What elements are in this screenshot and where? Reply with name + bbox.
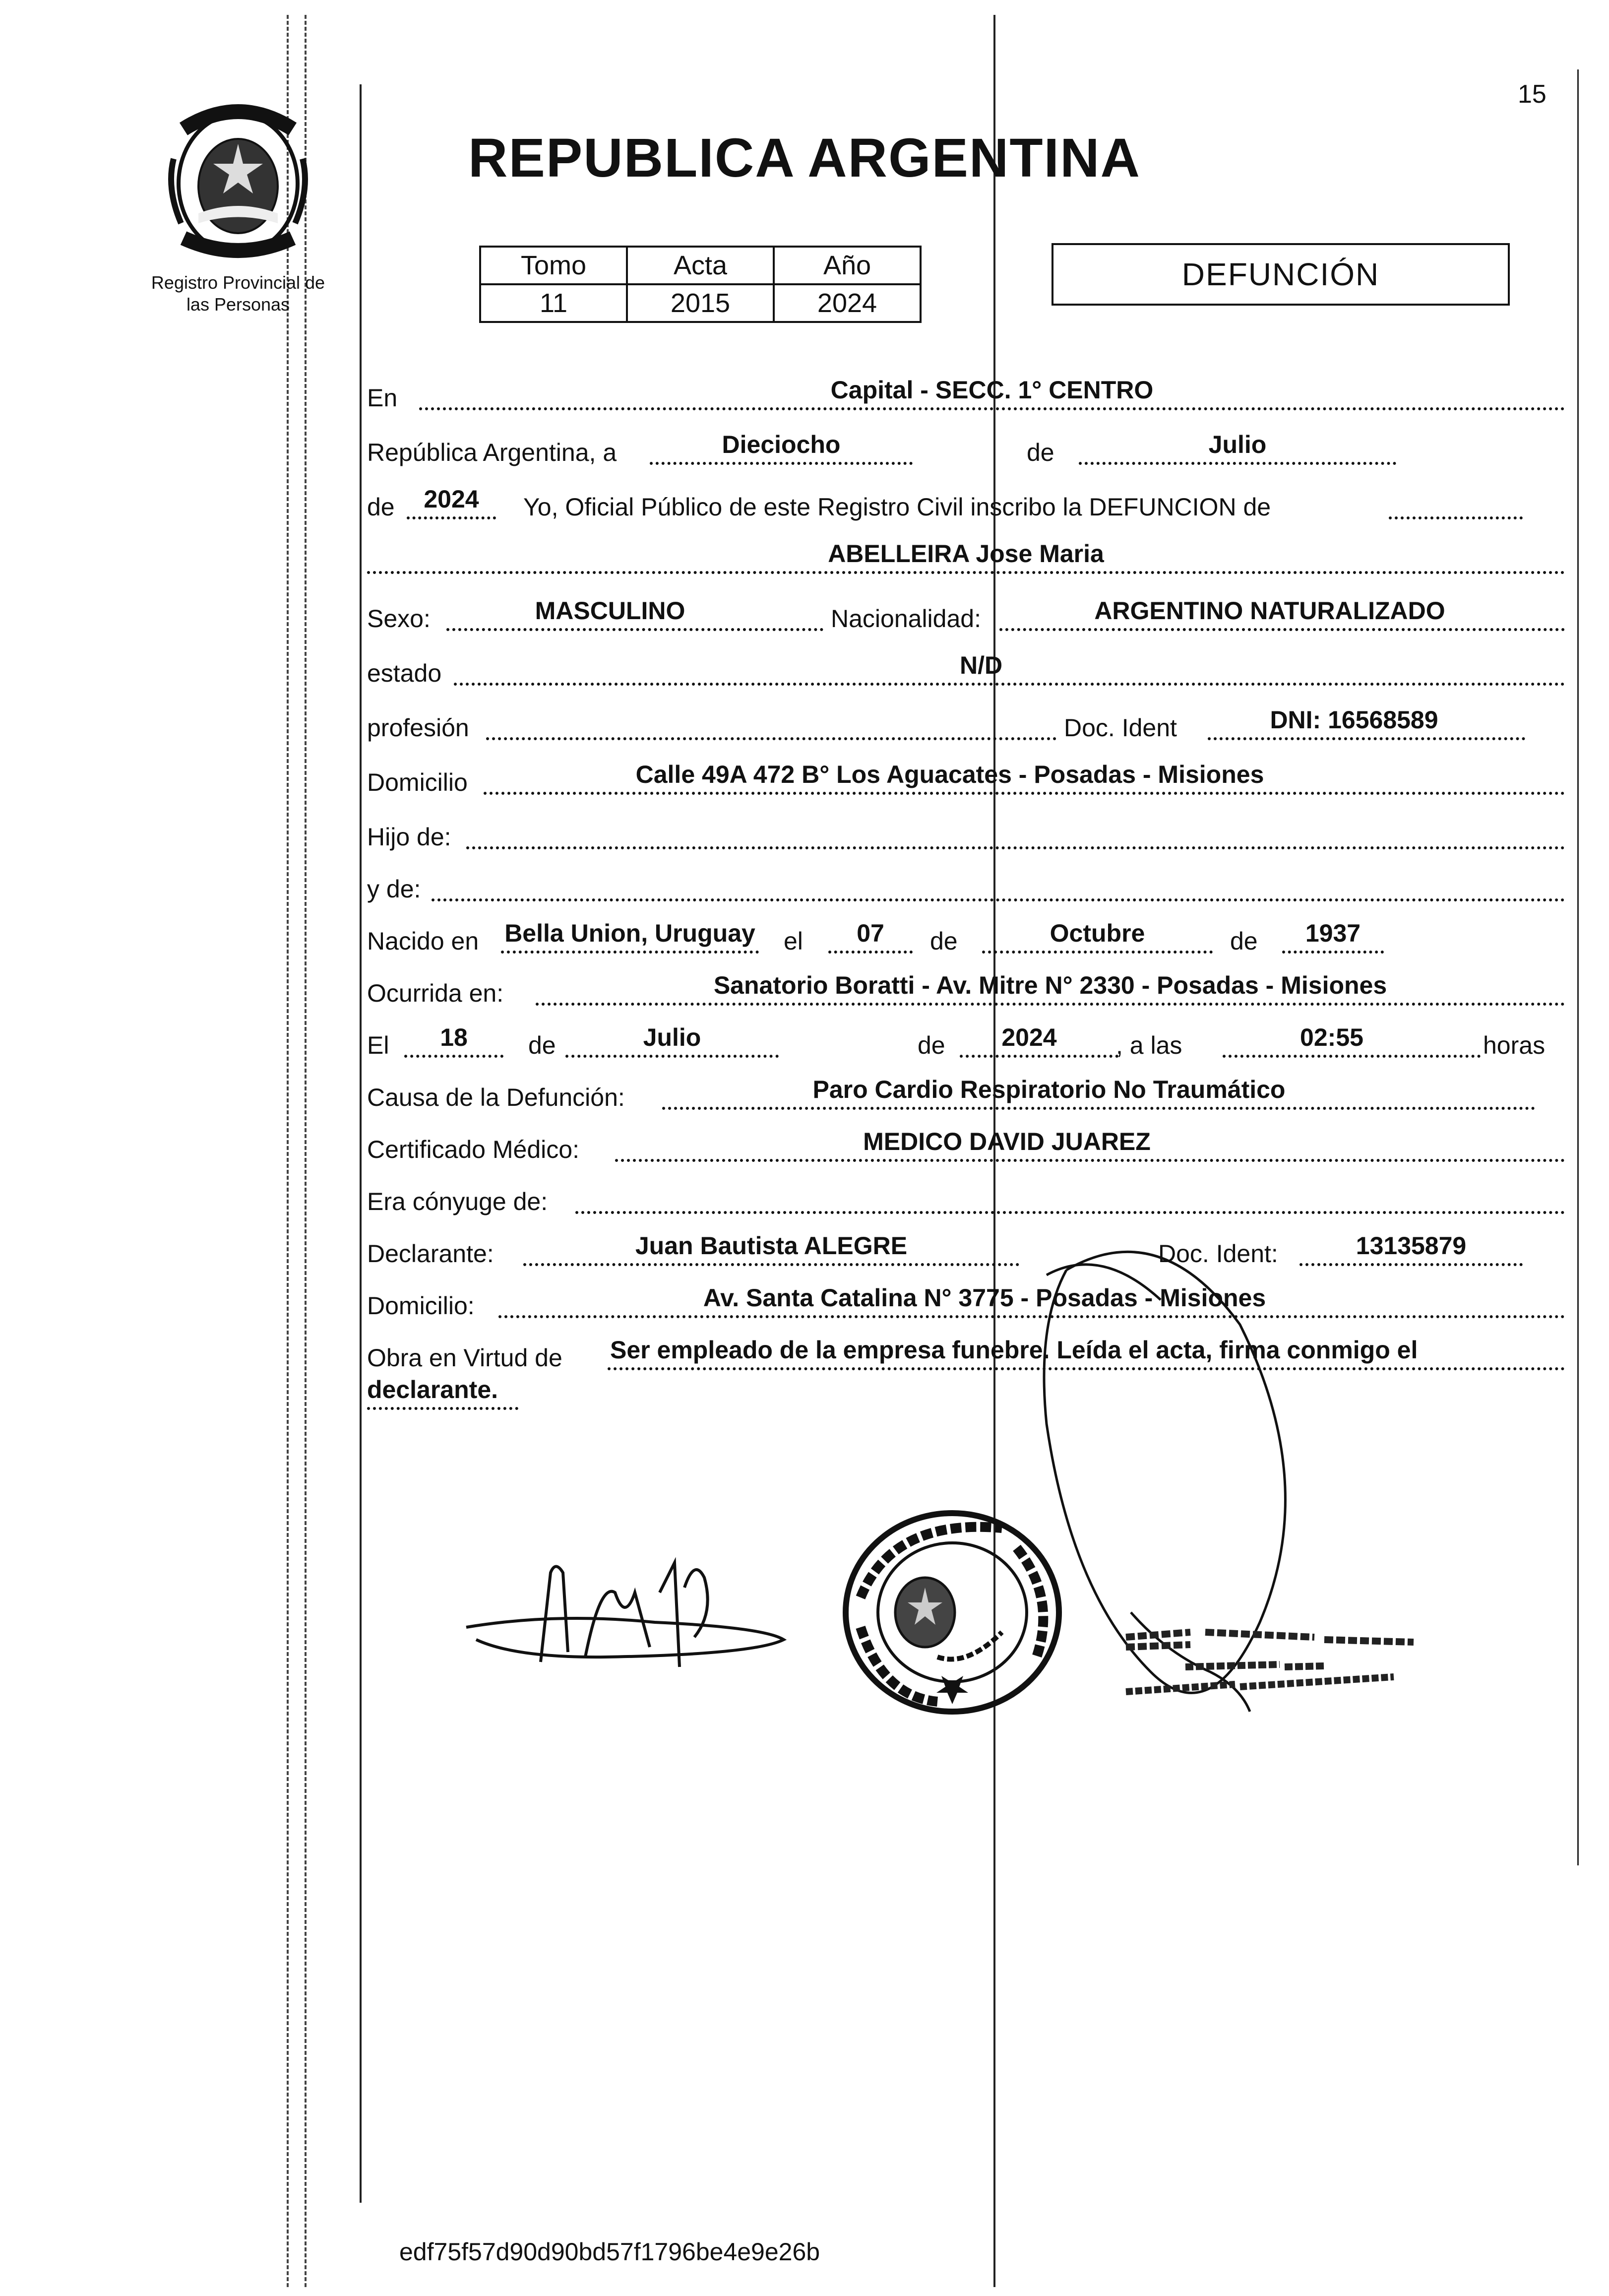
- de1-label: de: [1027, 439, 1054, 466]
- row-en: [367, 375, 1567, 419]
- logo-caption-line2: las Personas: [186, 294, 290, 315]
- el-label: el: [784, 927, 803, 955]
- decl-doc-label: Doc. Ident:: [1158, 1240, 1278, 1268]
- row-y-de: [367, 866, 1567, 910]
- nacido-value: Bella Union, Uruguay: [504, 919, 755, 947]
- declarante-value: Juan Bautista ALEGRE: [635, 1232, 908, 1260]
- page-number: 15: [1518, 80, 1547, 109]
- profesion-label: profesión: [367, 714, 469, 742]
- document-hash: edf75f57d90d90bd57f1796be4e9e26b: [399, 2238, 820, 2266]
- record-table: [479, 246, 922, 323]
- nacionalidad-value: ARGENTINO NATURALIZADO: [1094, 597, 1445, 625]
- en-label: En: [367, 384, 398, 412]
- def-de2-label: de: [918, 1031, 945, 1059]
- row-conyuge: [367, 1178, 1567, 1223]
- docident-value: DNI: 16568589: [1270, 706, 1438, 734]
- de2-label: de: [367, 493, 395, 521]
- sexo-value: MASCULINO: [535, 597, 685, 625]
- conyuge-label: Era cónyuge de:: [367, 1188, 548, 1215]
- estado-value: N/D: [960, 651, 1003, 679]
- nac-de2-label: de: [1230, 927, 1258, 955]
- el2-label: El: [367, 1031, 389, 1059]
- estado-label: estado: [367, 659, 442, 687]
- row-sexo-nacionalidad: [367, 595, 1567, 640]
- row-causa: [367, 1074, 1567, 1119]
- hora-value: 02:55: [1300, 1023, 1363, 1051]
- page-title: REPUBLICA ARGENTINA: [468, 128, 1141, 189]
- horas-label: horas: [1483, 1031, 1546, 1059]
- record-value-acta: 2015: [627, 284, 774, 322]
- yo-tail-line: [1389, 477, 1523, 519]
- certificado-value: MEDICO DAVID JUAREZ: [863, 1128, 1151, 1155]
- nacionalidad-label: Nacionalidad:: [831, 605, 981, 633]
- decl-domicilio-label: Domicilio:: [367, 1292, 475, 1320]
- logo-caption-line1: Registro Provincial de: [151, 272, 325, 293]
- domicilio-value: Calle 49A 472 B° Los Aguacates - Posadas - Misiones: [635, 761, 1264, 788]
- obra-value: Ser empleado de la empresa funebre. Leída el acta, firma conmigo el: [610, 1336, 1418, 1364]
- causa-label: Causa de la Defunción:: [367, 1084, 625, 1111]
- left-margin-rule: [360, 84, 362, 2203]
- record-header-anio: Año: [774, 247, 921, 284]
- ocurrida-value: Sanatorio Boratti - Av. Mitre N° 2330 - Posadas - Misiones: [713, 971, 1387, 999]
- declarant-signature: [456, 1553, 804, 1702]
- dia-value: Dieciocho: [722, 431, 841, 458]
- row-domicilio: [367, 759, 1567, 804]
- yde-label: y de:: [367, 875, 421, 903]
- estado-field-line: [454, 643, 1565, 686]
- record-table-value-row: [480, 284, 921, 322]
- record-header-acta: Acta: [627, 247, 774, 284]
- row-declarante: [367, 1230, 1567, 1275]
- record-value-tomo: 11: [480, 284, 627, 322]
- def-mes-value: Julio: [643, 1023, 701, 1051]
- row-nacimiento: [367, 918, 1567, 962]
- sexo-label: Sexo:: [367, 605, 431, 633]
- hijo-label: Hijo de:: [367, 823, 451, 851]
- row-obra: [367, 1335, 1567, 1379]
- record-header-tomo: Tomo: [480, 247, 627, 284]
- nac-de1-label: de: [930, 927, 958, 955]
- alas-label: , a las: [1116, 1031, 1182, 1059]
- row-hijo-de: [367, 814, 1567, 858]
- def-anio-value: 2024: [1001, 1023, 1057, 1051]
- right-margin-rule: [1577, 69, 1579, 1865]
- row-fecha-inscripcion: [367, 429, 1567, 474]
- declarante-label: Declarante:: [367, 1240, 494, 1268]
- nac-mes-value: Octubre: [1050, 919, 1145, 947]
- row-decl-domicilio: [367, 1282, 1567, 1327]
- yde-field-line: [432, 859, 1565, 901]
- officer-name-stamp: [1116, 1617, 1423, 1717]
- document-type-box: DEFUNCIÓN: [1052, 243, 1510, 306]
- binding-dash-left: [287, 15, 289, 2287]
- mes-value: Julio: [1208, 431, 1267, 458]
- certificado-label: Certificado Médico:: [367, 1136, 579, 1163]
- record-table-header-row: [480, 247, 921, 284]
- profesion-field-line: [486, 698, 1056, 740]
- row-nombre: [367, 538, 1567, 583]
- record-value-anio: 2024: [774, 284, 921, 322]
- causa-value: Paro Cardio Respiratorio No Traumático: [812, 1076, 1286, 1103]
- nacido-label: Nacido en: [367, 927, 479, 955]
- nombre-value: ABELLEIRA Jose Maria: [828, 540, 1104, 568]
- obra-value-cont: declarante.: [367, 1376, 498, 1403]
- yo-text: Yo, Oficial Público de este Registro Civil inscribo la DEFUNCION de: [523, 493, 1271, 521]
- en-value: Capital - SECC. 1° CENTRO: [830, 376, 1154, 404]
- docident-label: Doc. Ident: [1064, 714, 1177, 742]
- logo-caption: [134, 272, 342, 316]
- def-de1-label: de: [528, 1031, 556, 1059]
- row-certificado: [367, 1126, 1567, 1171]
- nac-dia-value: 07: [857, 919, 884, 947]
- domicilio-label: Domicilio: [367, 768, 468, 796]
- republica-label: República Argentina, a: [367, 439, 617, 466]
- row-fecha-defuncion: [367, 1022, 1567, 1067]
- hijo-field-line: [466, 807, 1565, 849]
- anio-value: 2024: [424, 485, 479, 513]
- def-dia-value: 18: [440, 1023, 468, 1051]
- row-estado: [367, 650, 1567, 695]
- nac-anio-value: 1937: [1305, 919, 1361, 947]
- ocurrida-label: Ocurrida en:: [367, 979, 504, 1007]
- binding-dash-right: [305, 15, 307, 2287]
- row-ocurrida: [367, 970, 1567, 1015]
- row-obra-cont: [367, 1374, 1567, 1419]
- row-profesion: [367, 704, 1567, 749]
- decl-domicilio-value: Av. Santa Catalina N° 3775 - Posadas - Misiones: [703, 1284, 1266, 1312]
- obra-label: Obra en Virtud de: [367, 1344, 562, 1372]
- row-anio-yo: [367, 484, 1567, 528]
- decl-doc-value: 13135879: [1356, 1232, 1467, 1260]
